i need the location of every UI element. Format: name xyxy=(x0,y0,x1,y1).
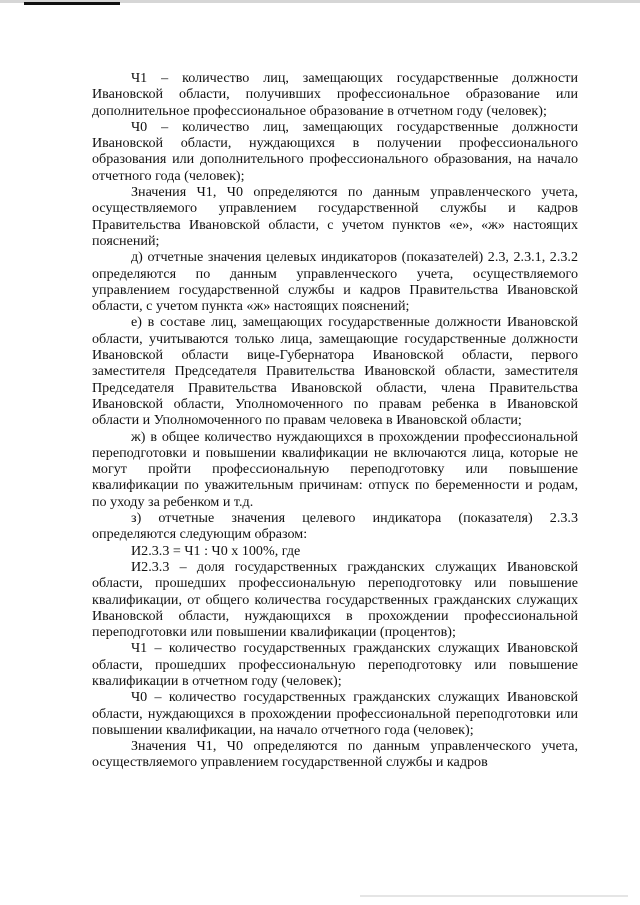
scan-mark xyxy=(24,2,120,5)
document-body xyxy=(92,70,578,771)
paragraph-ch1-definition: Ч1 – количество лиц, замещающих государственные должности Ивановской области, получивших профессиональное образование или дополнительное профессиональное образование в отчетном году (человек); xyxy=(92,70,578,119)
paragraph-item-d: д) отчетные значения целевых индикаторов (показателей) 2.3, 2.3.1, 2.3.2 определяются по данным управленческого учета, осуществляемого управлением государственной службы и кадров Правительства Ивановской области, с учетом пункта «ж» настоящих пояснений; xyxy=(92,249,578,315)
paragraph-values-note-2: Значения Ч1, Ч0 определяются по данным управленческого учета, осуществляемого управлением государственной службы и кадров xyxy=(92,738,578,771)
paragraph-item-zh: ж) в общее количество нуждающихся в прохождении профессиональной переподготовки и повышении квалификации не включаются лица, которые не могут пройти профессиональную переподготовку или повышение квалификации по уважительным причинам: отпуск по беременности и родам, по уходу за ребенком и т.д. xyxy=(92,428,578,510)
paragraph-ch0-civil-definition: Ч0 – количество государственных гражданских служащих Ивановской области, нуждающихся в прохождении профессиональной переподготовки или повышении квалификации, на начало отчетного года (человек); xyxy=(92,689,578,738)
paragraph-ch0-definition: Ч0 – количество лиц, замещающих государственные должности Ивановской области, нуждающихся в получении профессионального образования или дополнительного профессионального образования, на начало отчетного года (человек); xyxy=(92,118,578,184)
scan-edge-bottom xyxy=(360,895,628,897)
paragraph-ch1-civil-definition: Ч1 – количество государственных гражданских служащих Ивановской области, прошедших профессиональную переподготовку или повышение квалификации в отчетном году (человек); xyxy=(92,640,578,689)
formula-line: И2.3.3 = Ч1 : Ч0 x 100%, где xyxy=(131,542,301,559)
paragraph-item-e: е) в составе лиц, замещающих государственные должности Ивановской области, учитываются только лица, замещающие государственные должности Ивановской области вице-Губернатора Ивановской области, первого заместителя Председателя Правительства Ивановской области, заместителя Председателя Правительства Ивановской области, члена Правительства Ивановской области, Уполномоченного по правам ребенка в Ивановской области и Уполномоченного по правам человека в Ивановской области; xyxy=(92,314,578,429)
paragraph-i233-definition: И2.3.3 – доля государственных гражданских служащих Ивановской области, прошедших профессиональную переподготовку или повышение квалификации, от общего количества государственных гражданских служащих Ивановской области, нуждающихся в прохождении профессиональной переподготовки или повышении квалификации (процентов); xyxy=(92,558,578,641)
paragraph-values-note: Значения Ч1, Ч0 определяются по данным управленческого учета, осуществляемого управлением государственной службы и кадров Правительства Ивановской области, с учетом пунктов «е», «ж» настоящих пояснений; xyxy=(92,184,578,249)
paragraph-item-z: з) отчетные значения целевого индикатора (показателя) 2.3.3 определяются следующим образом: xyxy=(92,510,578,543)
